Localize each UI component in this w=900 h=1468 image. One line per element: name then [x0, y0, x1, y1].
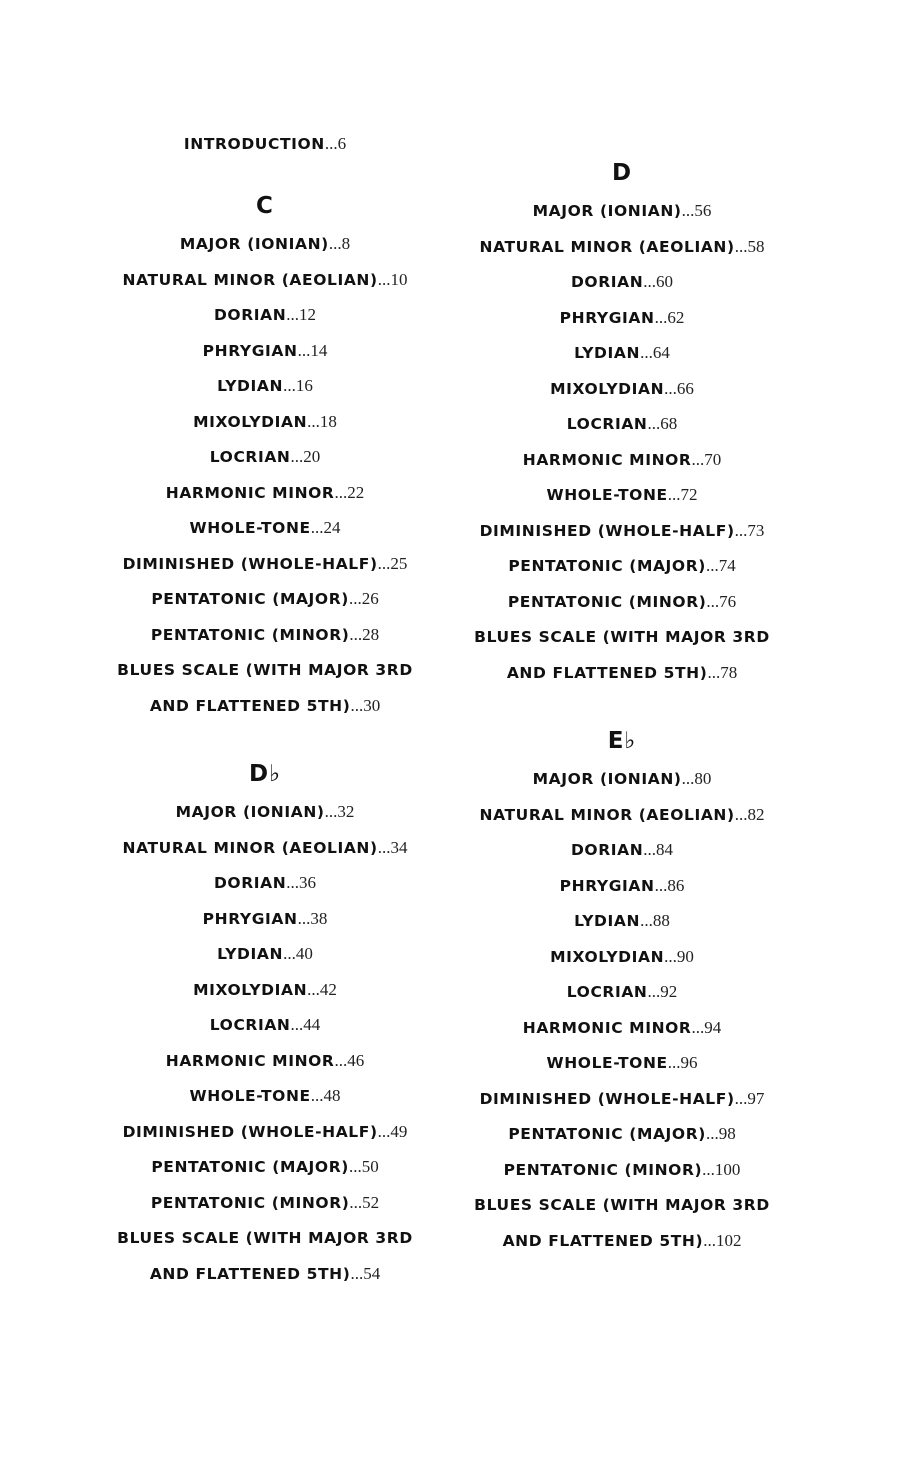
entry-page: ...6: [324, 134, 347, 153]
entry-page: ...84: [643, 840, 674, 859]
entry-page: ...70: [691, 449, 722, 469]
toc-entry[interactable]: [65, 1114, 465, 1150]
entry-title: AND FLATTENED 5TH): [149, 1264, 351, 1283]
entry-title: BLUES SCALE (WITH MAJOR 3RD: [117, 661, 413, 679]
entry-title: DIMINISHED (WHOLE-HALF): [479, 521, 735, 540]
entry-page: ...98: [705, 1124, 736, 1143]
entry-title: DORIAN: [213, 874, 287, 892]
toc-entry[interactable]: [422, 1010, 822, 1046]
entry-page: ...92: [647, 982, 678, 1001]
entry-title: MAJOR (IONIAN): [175, 803, 325, 821]
entry-page: ...74: [705, 556, 736, 575]
entry-page: ...38: [297, 908, 328, 928]
entry-page: ...49: [377, 1121, 408, 1141]
toc-entry[interactable]: [65, 865, 465, 901]
entry-title: AND FLATTENED 5TH): [506, 663, 708, 682]
entry-title: LOCRIAN: [566, 983, 648, 1001]
entry-page: ...96: [667, 1053, 698, 1072]
entry-title: MIXOLYDIAN: [550, 379, 665, 398]
entry-page: ...66: [664, 378, 694, 398]
entry-page: ...72: [667, 485, 698, 504]
entry-page: ...102: [703, 1230, 742, 1250]
toc-entry[interactable]: [422, 335, 822, 371]
entry-list: [65, 226, 465, 723]
entry-title: AND FLATTENED 5TH): [149, 696, 351, 715]
entry-title: WHOLE-TONE: [546, 486, 668, 504]
entry-page: ...16: [283, 376, 313, 395]
entry-page: ...25: [377, 553, 408, 573]
toc-entry[interactable]: [65, 1256, 465, 1292]
entry-title: PHRYGIAN: [559, 308, 655, 327]
entry-title: PENTATONIC (MINOR): [150, 625, 350, 644]
entry-title: DIMINISHED (WHOLE-HALF): [479, 1089, 735, 1108]
entry-title: PENTATONIC (MAJOR): [508, 557, 706, 575]
entry-title: PENTATONIC (MAJOR): [151, 590, 349, 608]
toc-entry[interactable]: [65, 404, 465, 440]
entry-title: PHRYGIAN: [559, 876, 655, 895]
entry-page: ...34: [377, 837, 408, 857]
toc-entry[interactable]: [65, 262, 465, 298]
toc-entry[interactable]: [65, 368, 465, 404]
entry-page: ...30: [350, 695, 381, 715]
entry-title: DIMINISHED (WHOLE-HALF): [122, 1122, 378, 1141]
entry-page: ...46: [334, 1050, 365, 1070]
entry-title: WHOLE-TONE: [189, 519, 311, 537]
entry-page: ...90: [664, 946, 694, 966]
entry-page: ...64: [640, 343, 670, 362]
toc-entry[interactable]: [65, 439, 465, 475]
entry-title: AND FLATTENED 5TH): [502, 1231, 704, 1250]
entry-title: PHRYGIAN: [202, 909, 298, 928]
toc-entry[interactable]: [65, 226, 465, 262]
toc-entry[interactable]: [422, 442, 822, 478]
section-heading: E♭: [607, 728, 637, 754]
entry-page: ...32: [324, 802, 355, 821]
entry-page: ...24: [310, 518, 341, 537]
toc-entry[interactable]: [422, 548, 822, 584]
entry-title: PENTATONIC (MINOR): [503, 1160, 703, 1179]
toc-entry[interactable]: [65, 972, 465, 1008]
entry-title: MIXOLYDIAN: [193, 412, 308, 431]
entry-title: MIXOLYDIAN: [193, 980, 308, 999]
toc-entry[interactable]: [422, 797, 822, 833]
toc-entry[interactable]: [422, 371, 822, 407]
toc-entry[interactable]: [65, 475, 465, 511]
toc-entry[interactable]: [65, 652, 465, 688]
toc-entry[interactable]: [65, 1007, 465, 1043]
toc-entry[interactable]: [422, 903, 822, 939]
entry-page: ...48: [310, 1086, 341, 1105]
section-c: [65, 186, 465, 723]
entry-page: ...8: [328, 234, 351, 253]
entry-title: WHOLE-TONE: [546, 1054, 668, 1072]
toc-entry[interactable]: [422, 1223, 822, 1259]
entry-title: HARMONIC MINOR: [522, 450, 692, 469]
toc-entry[interactable]: [422, 1116, 822, 1152]
toc-entry[interactable]: [65, 1078, 465, 1114]
toc-entry[interactable]: [65, 830, 465, 866]
toc-entry[interactable]: [422, 1187, 822, 1223]
entry-title: BLUES SCALE (WITH MAJOR 3RD: [474, 628, 770, 646]
entry-page: ...58: [734, 236, 765, 256]
entry-page: ...40: [283, 944, 313, 963]
toc-entry[interactable]: [422, 300, 822, 336]
entry-title: LYDIAN: [217, 377, 284, 395]
entry-page: ...97: [734, 1088, 765, 1108]
entry-page: ...68: [647, 414, 678, 433]
entry-title: BLUES SCALE (WITH MAJOR 3RD: [117, 1229, 413, 1247]
toc-entry[interactable]: [65, 688, 465, 724]
toc-entry[interactable]: [422, 1152, 822, 1188]
section-heading: D♭: [249, 761, 281, 787]
entry-title: NATURAL MINOR (AEOLIAN): [479, 237, 735, 256]
section-d: [422, 153, 822, 690]
entry-page: ...86: [654, 875, 685, 895]
toc-entry[interactable]: [65, 794, 465, 830]
entry-page: ...44: [290, 1015, 321, 1034]
entry-page: ...28: [349, 624, 380, 644]
entry-title: MAJOR (IONIAN): [179, 235, 329, 253]
entry-list: [422, 193, 822, 690]
toc-entry[interactable]: [65, 1185, 465, 1221]
entry-title: DORIAN: [213, 306, 287, 324]
toc-entry[interactable]: [422, 1045, 822, 1081]
entry-title: MAJOR (IONIAN): [532, 202, 682, 220]
entry-page: ...50: [348, 1157, 379, 1176]
toc-entry[interactable]: [422, 584, 822, 620]
toc-entry[interactable]: [422, 939, 822, 975]
toc-entry[interactable]: [65, 617, 465, 653]
toc-entry[interactable]: [422, 1081, 822, 1117]
entry-page: ...20: [290, 447, 321, 466]
entry-page: ...54: [350, 1263, 381, 1283]
entry-title: LOCRIAN: [566, 415, 648, 433]
entry-page: ...22: [334, 482, 365, 502]
toc-entry[interactable]: [65, 936, 465, 972]
entry-page: ...100: [702, 1159, 741, 1179]
toc-entry[interactable]: [422, 229, 822, 265]
entry-title: NATURAL MINOR (AEOLIAN): [122, 838, 378, 857]
entry-title: DORIAN: [570, 273, 644, 291]
entry-title: LYDIAN: [574, 344, 641, 362]
toc-entry[interactable]: [422, 264, 822, 300]
section-e-flat: [422, 721, 822, 1258]
toc-entry[interactable]: [422, 477, 822, 513]
entry-title: WHOLE-TONE: [189, 1087, 311, 1105]
toc-entry[interactable]: [65, 546, 465, 582]
entry-title: INTRODUCTION: [183, 135, 325, 153]
toc-entry[interactable]: [422, 974, 822, 1010]
entry-list: [65, 794, 465, 1291]
toc-entry[interactable]: [422, 832, 822, 868]
entry-title: PENTATONIC (MAJOR): [151, 1158, 349, 1176]
entry-page: ...14: [297, 340, 328, 360]
toc-entry[interactable]: [422, 406, 822, 442]
toc-entry[interactable]: [422, 655, 822, 691]
entry-title: LOCRIAN: [209, 1016, 291, 1034]
entry-page: ...62: [654, 307, 685, 327]
entry-title: LYDIAN: [574, 912, 641, 930]
entry-page: ...10: [377, 269, 408, 289]
entry-page: ...18: [307, 411, 337, 431]
toc-entry[interactable]: [422, 513, 822, 549]
entry-title: MIXOLYDIAN: [550, 947, 665, 966]
entry-page: ...88: [640, 911, 670, 930]
entry-page: ...56: [681, 201, 712, 220]
toc-entry[interactable]: [422, 868, 822, 904]
entry-title: MAJOR (IONIAN): [532, 770, 682, 788]
entry-page: ...73: [734, 520, 765, 540]
toc-entry[interactable]: [422, 193, 822, 229]
entry-page: ...42: [307, 979, 337, 999]
entry-title: PENTATONIC (MINOR): [507, 592, 707, 611]
toc-entry[interactable]: [65, 1149, 465, 1185]
toc-entry[interactable]: [422, 761, 822, 797]
section-heading: C: [256, 193, 274, 219]
entry-title: LYDIAN: [217, 945, 284, 963]
entry-title: BLUES SCALE (WITH MAJOR 3RD: [474, 1196, 770, 1214]
entry-title: HARMONIC MINOR: [165, 1051, 335, 1070]
entry-title: DORIAN: [570, 841, 644, 859]
entry-page: ...78: [707, 662, 738, 682]
entry-page: ...82: [734, 804, 765, 824]
entry-page: ...12: [286, 305, 317, 324]
entry-page: ...26: [348, 589, 379, 608]
entry-page: ...60: [643, 272, 674, 291]
entry-title: HARMONIC MINOR: [165, 483, 335, 502]
entry-page: ...94: [691, 1017, 722, 1037]
section-d-flat: [65, 754, 465, 1291]
entry-title: PENTATONIC (MAJOR): [508, 1125, 706, 1143]
toc-entry[interactable]: [65, 510, 465, 546]
entry-title: PHRYGIAN: [202, 341, 298, 360]
toc-entry[interactable]: [65, 581, 465, 617]
toc-entry[interactable]: [65, 333, 465, 369]
toc-entry[interactable]: [422, 619, 822, 655]
entry-title: HARMONIC MINOR: [522, 1018, 692, 1037]
entry-title: NATURAL MINOR (AEOLIAN): [479, 805, 735, 824]
entry-title: LOCRIAN: [209, 448, 291, 466]
toc-entry[interactable]: [65, 1043, 465, 1079]
entry-title: DIMINISHED (WHOLE-HALF): [122, 554, 378, 573]
toc-entry[interactable]: [65, 901, 465, 937]
toc-entry[interactable]: [65, 297, 465, 333]
toc-entry-introduction[interactable]: [65, 126, 465, 162]
entry-title: NATURAL MINOR (AEOLIAN): [122, 270, 378, 289]
entry-page: ...36: [286, 873, 317, 892]
section-heading: D: [611, 160, 633, 186]
entry-page: ...80: [681, 769, 712, 788]
entry-page: ...52: [349, 1192, 380, 1212]
entry-page: ...76: [706, 591, 737, 611]
toc-entry[interactable]: [65, 1220, 465, 1256]
entry-title: PENTATONIC (MINOR): [150, 1193, 350, 1212]
entry-list: [422, 761, 822, 1258]
